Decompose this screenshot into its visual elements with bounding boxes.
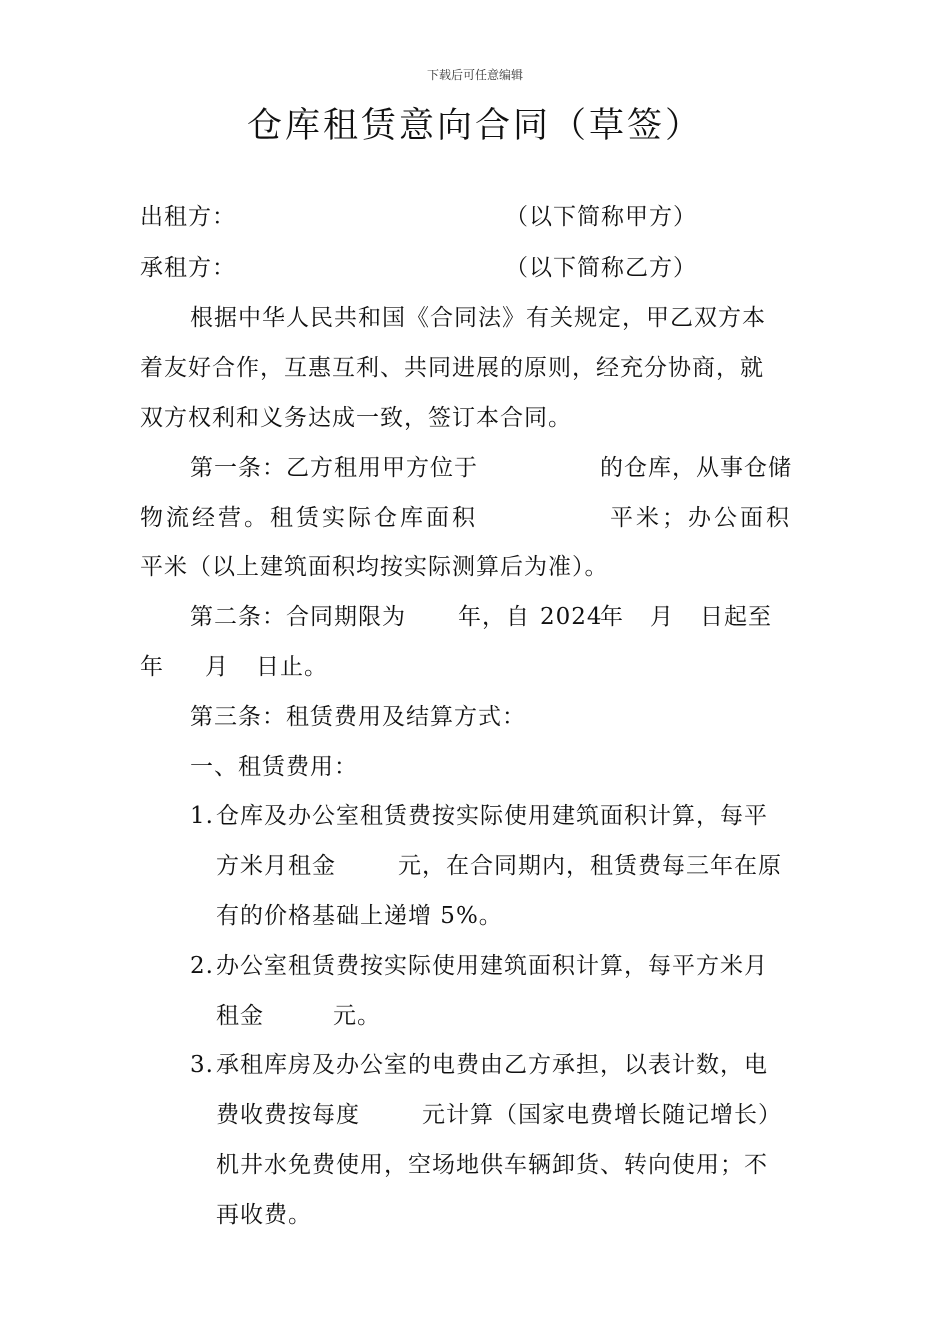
article1-line-1a: 第一条：乙方租用甲方位于 (190, 455, 478, 481)
article1-line-3: 平米（以上建筑面积均按实际测算后为准）。 (140, 554, 609, 580)
article1-line-2b: 平米；办公面积 (610, 505, 792, 531)
item1-line-2b: 元，在合同期内，租赁费每三年在原 (398, 853, 782, 879)
article3-sub1: 一、租赁费用： (190, 754, 358, 780)
lessee-label: 承租方： (140, 255, 236, 281)
item1-line-1: 仓库及办公室租赁费按实际使用建筑面积计算，每平 (216, 803, 768, 829)
article2-year: 2024 (540, 604, 603, 630)
preamble-line-3: 双方权利和义务达成一致，签订本合同。 (140, 405, 572, 431)
item1-number: 1. (190, 803, 214, 829)
article2-line-2a: 年 (140, 654, 164, 680)
item3-number: 3. (190, 1052, 214, 1078)
item3-line-4: 再收费。 (216, 1202, 312, 1228)
article2-line-1a: 第二条：合同期限为 (190, 604, 406, 630)
article2-line-1e: 日起至 (700, 604, 772, 630)
article1-line-2a: 物流经营。租赁实际仓库面积 (140, 505, 478, 531)
preamble-line-2: 着友好合作，互惠互利、共同进展的原则，经充分协商，就 (140, 355, 764, 381)
lessee-alias: （以下简称乙方） (505, 255, 697, 281)
article2-line-1c: 年 (600, 604, 624, 630)
lessor-label: 出租方： (140, 204, 236, 230)
header-note: 下载后可任意编辑 (426, 68, 523, 82)
contract-title: 仓库租赁意向合同（草签） (246, 106, 703, 146)
article1-line-1b: 的仓库，从事仓储 (600, 455, 792, 481)
item3-line-1: 承租库房及办公室的电费由乙方承担，以表计数，电 (216, 1052, 768, 1078)
item2-line-2b: 元。 (333, 1003, 381, 1029)
item1-line-3: 有的价格基础上递增 5%。 (216, 903, 503, 929)
item1-line-2a: 方米月租金 (216, 853, 336, 879)
article2-line-2c: 日止。 (256, 654, 328, 680)
item2-line-2a: 租金 (216, 1003, 264, 1029)
lessor-alias: （以下简称甲方） (505, 204, 697, 230)
item3-line-2b: 元计算（国家电费增长随记增长） (422, 1102, 782, 1128)
article3-heading: 第三条：租赁费用及结算方式： (190, 704, 526, 730)
article2-line-1b: 年，自 (458, 604, 530, 630)
item3-line-3: 机井水免费使用，空场地供车辆卸货、转向使用；不 (216, 1152, 768, 1178)
item3-line-2a: 费收费按每度 (216, 1102, 360, 1128)
article2-line-2b: 月 (205, 654, 229, 680)
article2-line-1d: 月 (650, 604, 674, 630)
preamble-line-1: 根据中华人民共和国《合同法》有关规定，甲乙双方本 (190, 305, 766, 331)
item2-line-1: 办公室租赁费按实际使用建筑面积计算，每平方米月 (216, 953, 768, 979)
item2-number: 2. (190, 953, 214, 979)
